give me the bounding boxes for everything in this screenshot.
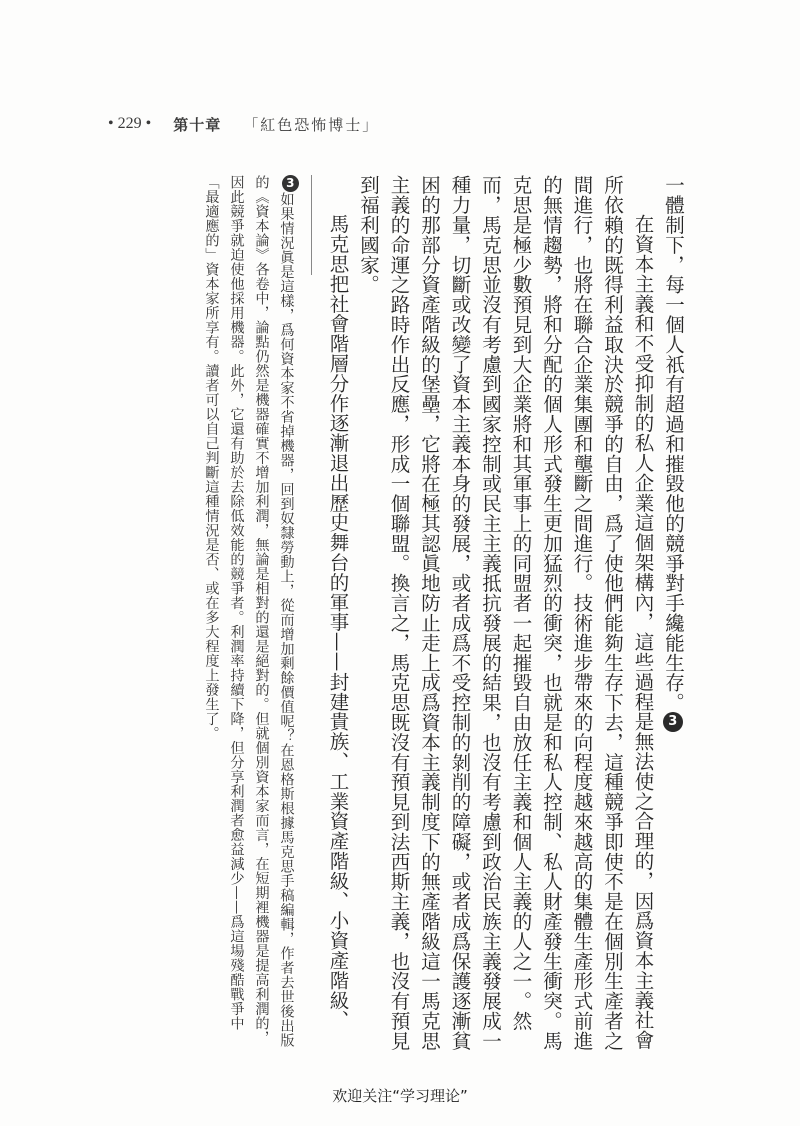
watermark-caption: 欢迎关注“学习理论”: [332, 1087, 468, 1105]
running-header: [108, 112, 379, 136]
paragraph-1: [658, 175, 689, 1055]
paragraph-2: 在資本主義和不受抑制的私人企業這個架構內，這些過程是無法使之合理的，因爲資本主義社會所依賴的既得利益取決於競爭的自由，爲了使他們能夠生存下去，這種競爭即使不是在個別生產者之間進行，也將在聯合企業集團和壟斷之間進行。技術進步帶來的向程度越來越高的集體生產形式前進的無情趨勢，將和分配的個人形式發生更加猛烈的衝突，也就是和私人控制、私人財產發生衝突。馬克思是極少數預見到大企業將和其軍事上的同盟者一起摧毀自由放任主義和個人主義的人之一。然而，馬克思並沒有考慮到國家控制或民主主義抵抗發展的結果，也沒有考慮到政治民族主義發展成一種力量，切斷或改變了資本主義本身的發展，或者成爲不受控制的剝削的障礙，或者成爲保護逐漸貧困的那部分資產階級的堡壘，它將在極其認眞地防止走上成爲資本主義制度下的無產階級這一馬克思主義的命運之路時作出反應，形成一個聯盟。換言之，馬克思既沒有預見到法西斯主義，也沒有預見到福利國家。: [357, 175, 655, 1051]
footnote-number-icon: 3: [282, 175, 299, 192]
footnote-3-text: 如果情況眞是這樣，爲何資本家不省掉機器，回到奴隸勞動上，從而增加剩餘價值呢？在恩格斯根據馬克思手稿編輯，作者去世後出版的《資本論》各卷中，論點仍然是機器確實不增加利潤，無論是相對的還是絕對的。但就個別資本家而言，在短期裡機器是提高利潤的，因此競爭就迫使他採用機器。此外，它還有助於去除低效能的競爭者。利潤率持續下降，但分享利潤者愈益減少——爲這場殘酷戰爭中「最適應的」資本家所享有。讀者可以自己判斷這種情況是否、或在多大程度上發生了。: [203, 175, 295, 1048]
footnote-divider: [311, 175, 312, 275]
paragraph-3: 馬克思把社會階層分作逐漸退出歷史舞台的軍事——封建貴族、工業資產階級、小資產階級、: [326, 214, 350, 1030]
main-text: [322, 175, 688, 1055]
footnotes: [199, 175, 300, 1055]
footnote-3: [199, 175, 300, 1055]
footnote-marker-icon: 3: [663, 712, 683, 732]
chapter-label: 第十章: [173, 115, 222, 134]
vertical-text-body: [199, 175, 689, 1075]
paragraph-1-text: 一體制下，每一個人祇有超過和摧毀他的競爭對手纔能生存。: [662, 175, 685, 713]
page-number: • 229 •: [108, 115, 152, 132]
chapter-title: 「紅色恐怖博士」: [243, 115, 380, 134]
